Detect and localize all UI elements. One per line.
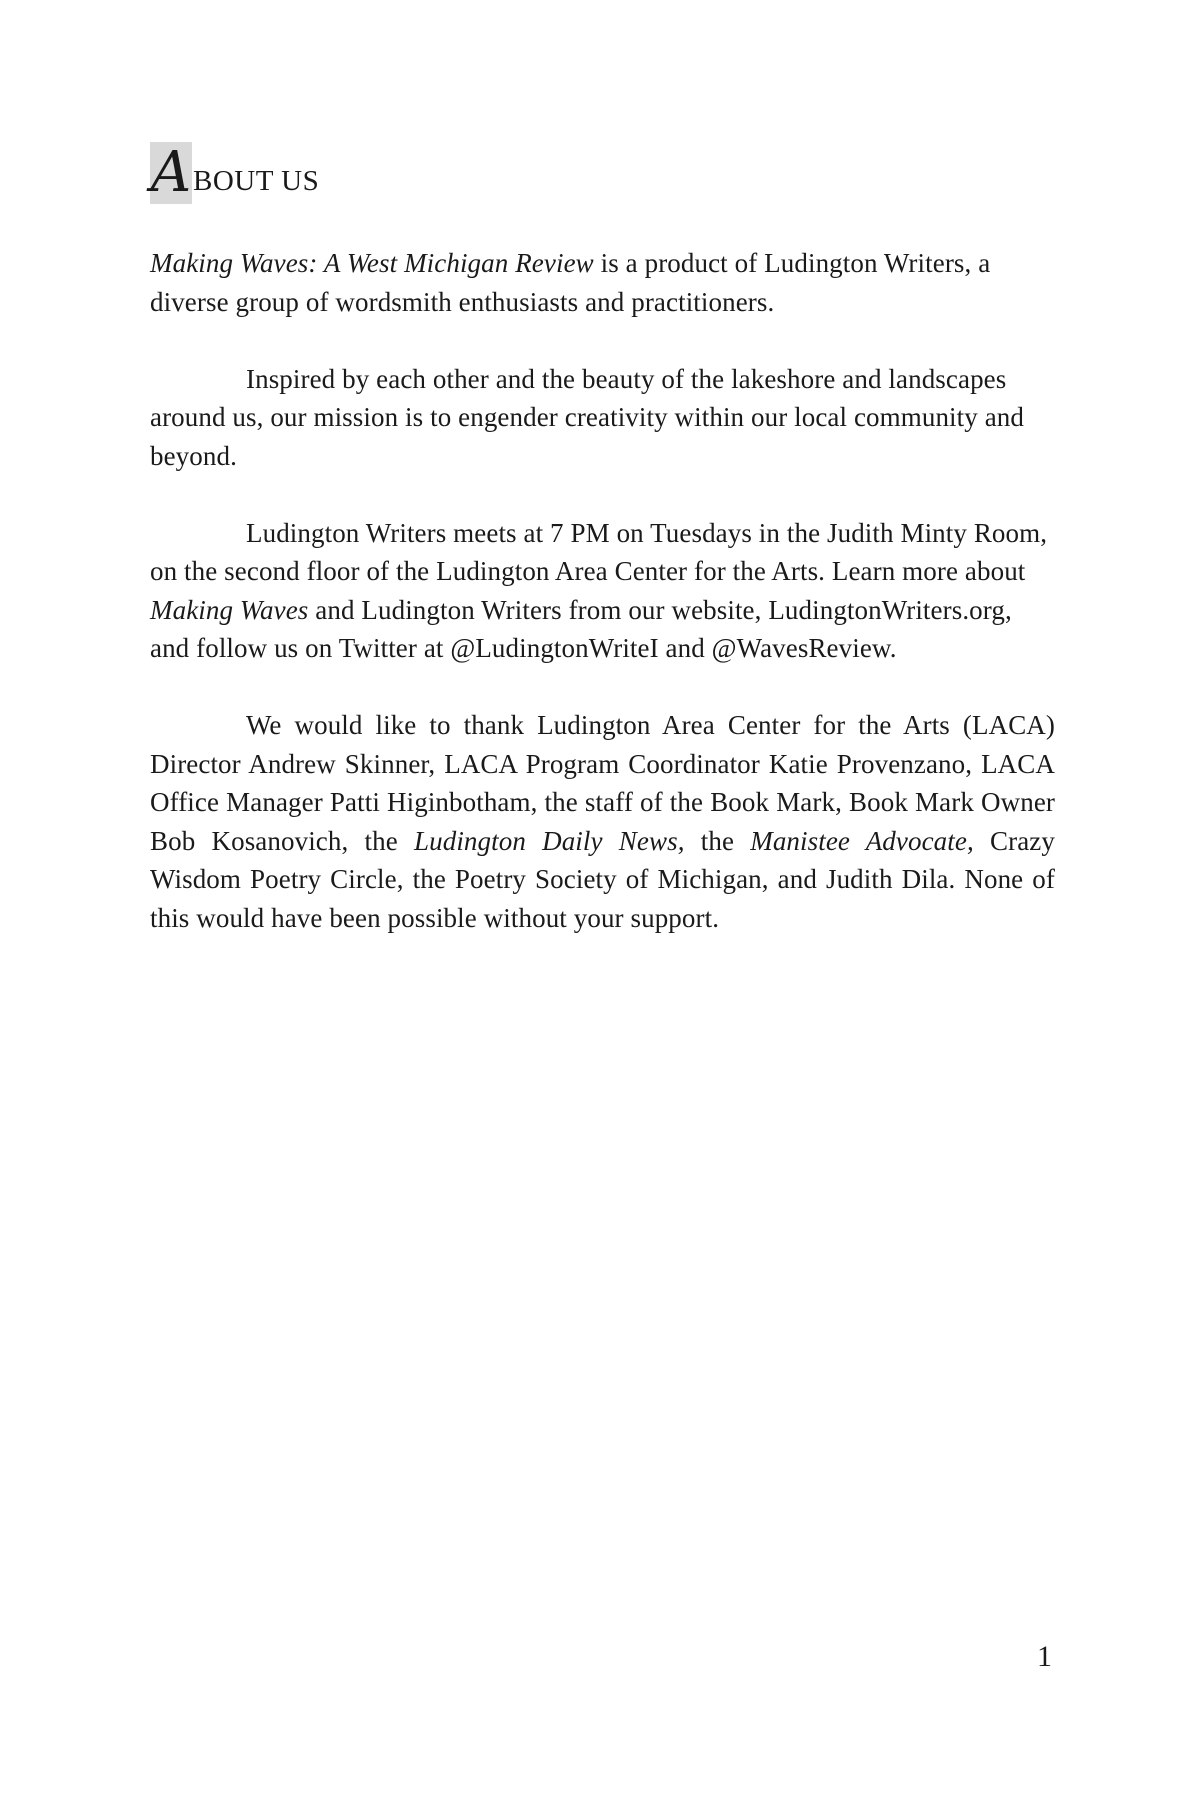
newspaper-manistee-advocate: Manistee Advocate,	[750, 825, 974, 856]
heading-text: BOUT US	[193, 165, 320, 197]
paragraph-intro-text: is a product of Ludington Writers, a diverse group of wordsmith enthusiasts and practitioners.	[150, 248, 991, 317]
paragraph-meetings	[150, 514, 1055, 668]
publication-title-short: Making Waves	[150, 594, 309, 625]
paragraph-meetings-text-b: and Ludington Writers from our website, LudingtonWriters.org, and follow us on Twitter at @LudingtonWriteI and @WavesReview.	[150, 594, 1012, 663]
publication-title: Making Waves: A West Michigan Review	[150, 248, 594, 278]
newspaper-ludington-daily-news: Ludington Daily News,	[414, 825, 685, 856]
paragraph-meetings-text-a: Ludington Writers meets at 7 PM on Tuesdays in the Judith Minty Room, on the second floor of the Ludington Area Center for the Arts. Learn more about	[150, 517, 1048, 586]
paragraph-thanks-text-a: We would like to thank Ludington Area Center for the Arts (LACA) Director Andrew Skinner, LACA Program Coordinator Katie Provenzano, LACA Office Manager Patti Higinbotham, the staff of the Book Mark, Book Mark Owner Bob Kosanovich, the	[150, 710, 1055, 856]
paragraph-intro	[150, 244, 1055, 321]
paragraph-thanks-text-b: the	[684, 825, 751, 856]
paragraph-thanks	[150, 706, 1055, 937]
paragraph-mission-text: Inspired by each other and the beauty of the lakeshore and landscapes around us, our mission is to engender creativity within our local community and beyond.	[150, 363, 1024, 471]
drop-cap: A	[150, 140, 192, 205]
page-heading	[150, 142, 319, 204]
page-number: 1	[1037, 1640, 1052, 1673]
paragraph-mission	[150, 360, 1055, 476]
body-text	[150, 244, 1055, 976]
paragraph-thanks-text-c: Crazy Wisdom Poetry Circle, the Poetry Society of Michigan, and Judith Dila. None of this would have been possible without your support.	[150, 825, 1055, 933]
